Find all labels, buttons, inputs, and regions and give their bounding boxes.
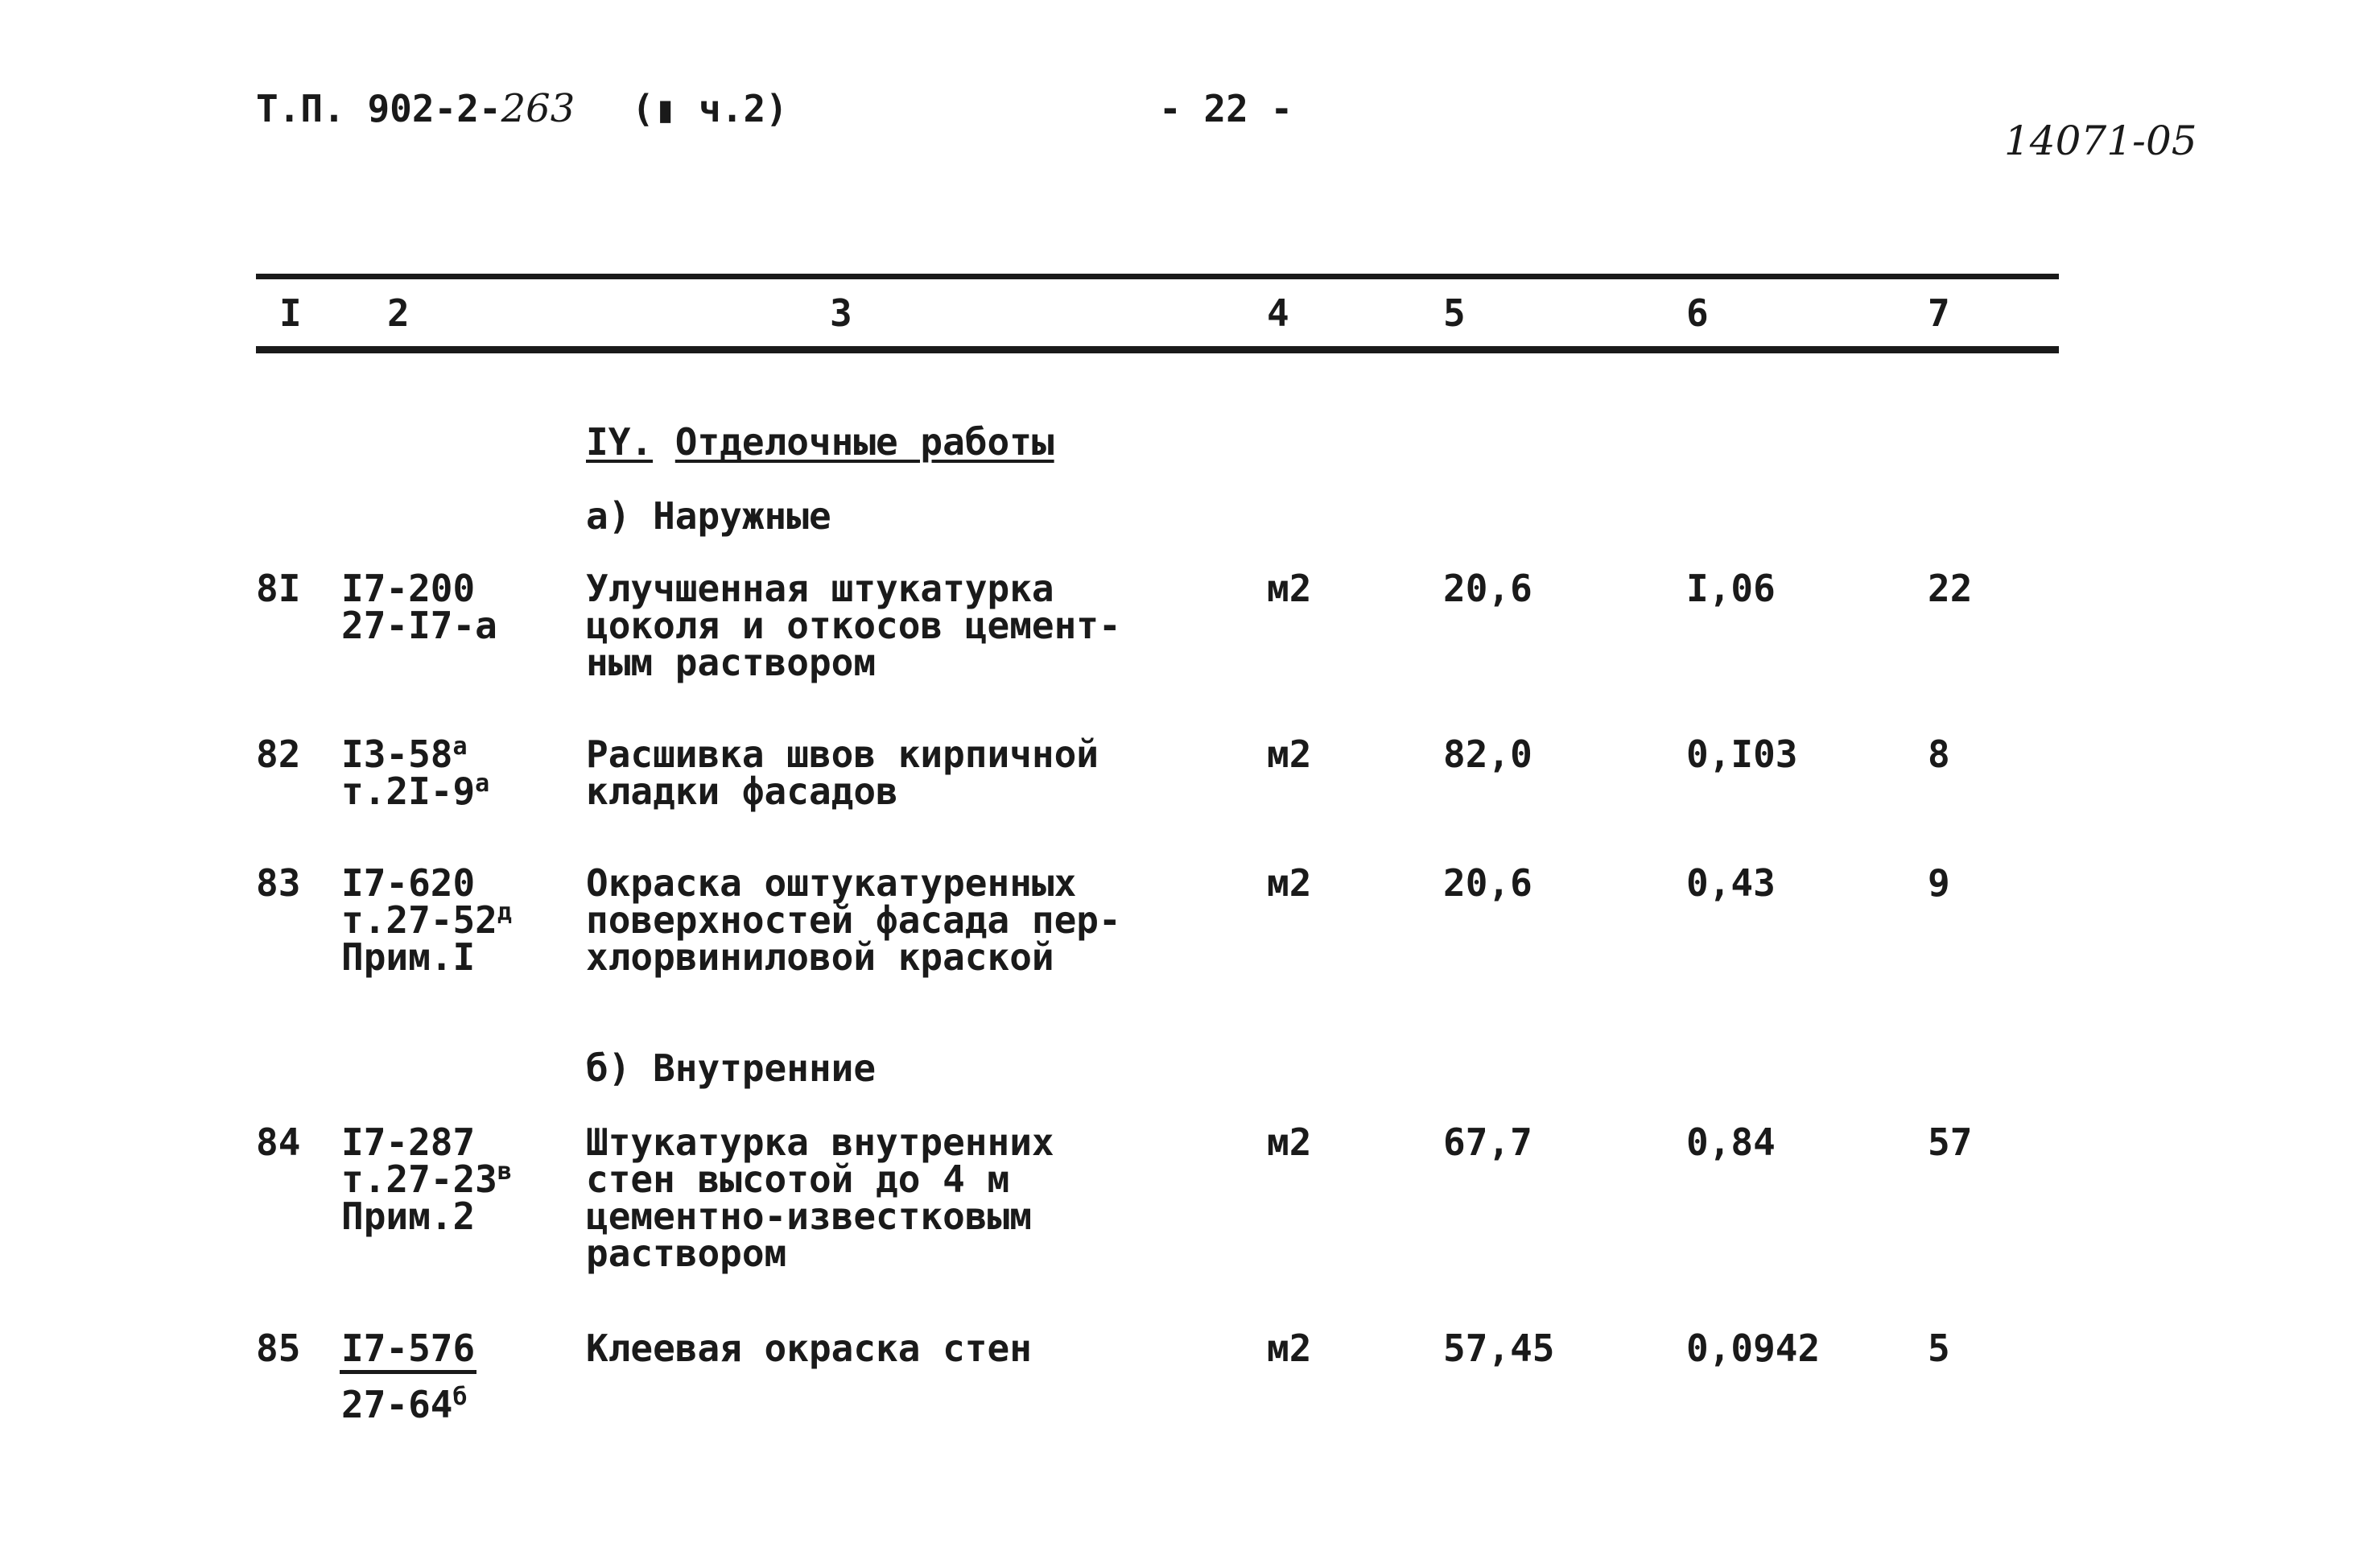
desc-line: раствором <box>586 1232 787 1275</box>
row-unit: м2 <box>1267 1120 1312 1164</box>
code-superscript: д <box>497 898 512 926</box>
row-description <box>586 861 1121 979</box>
table-top-rule <box>256 274 2059 279</box>
desc-line: Штукатурка внутренних <box>586 1120 1054 1164</box>
col-header-6: 6 <box>1686 291 1709 335</box>
code-line: I7-200 <box>341 567 476 610</box>
row-quantity: 20,6 <box>1443 861 1532 905</box>
table-header-bottom-rule <box>256 346 2059 353</box>
subsection-internal: б) Внутренние <box>586 1046 877 1090</box>
col-header-3: 3 <box>830 291 852 335</box>
row-norm: 0,84 <box>1686 1120 1776 1164</box>
desc-line: поверхностей фасада пер- <box>586 898 1121 942</box>
row-number: 85 <box>256 1327 301 1370</box>
row-quantity: 82,0 <box>1443 732 1532 776</box>
desc-line: цементно-известковым <box>586 1195 1032 1238</box>
row-code <box>341 1120 512 1238</box>
row-code <box>341 732 490 813</box>
code-superscript: б <box>452 1383 468 1411</box>
doc-prefix: Т.П. 902-2- <box>256 87 501 130</box>
row-quantity: 20,6 <box>1443 567 1532 610</box>
row-number: 83 <box>256 861 301 905</box>
desc-line: Улучшенная штукатурка <box>586 567 1054 610</box>
col-header-5: 5 <box>1443 291 1466 335</box>
col-header-4: 4 <box>1267 291 1289 335</box>
code-superscript: а <box>475 770 490 798</box>
section-title: Отделочные работы <box>674 420 1054 464</box>
row-number: 82 <box>256 732 301 776</box>
desc-line: Расшивка швов кирпичной <box>586 732 1099 776</box>
doc-part: (▮ ч.2) <box>632 87 788 130</box>
row-number: 84 <box>256 1120 301 1164</box>
code-line: I3-58 <box>341 732 453 776</box>
row-description <box>586 732 1099 813</box>
row-code <box>341 567 497 647</box>
row-total: 8 <box>1928 732 1950 776</box>
row-number: 8I <box>256 567 301 610</box>
section-number: IY. <box>586 420 654 464</box>
code-line: I7-620 <box>341 861 476 905</box>
code-line: т.27-23 <box>341 1157 497 1201</box>
doc-designation <box>256 86 575 131</box>
row-code <box>341 861 512 979</box>
row-description <box>586 1120 1054 1275</box>
row-description <box>586 1327 1032 1370</box>
row-total: 9 <box>1928 861 1950 905</box>
desc-line: ным раствором <box>586 641 877 684</box>
desc-line: Клеевая окраска стен <box>586 1327 1032 1370</box>
code-line: 27-64 <box>341 1383 453 1426</box>
row-unit: м2 <box>1267 732 1312 776</box>
doc-number-handwritten: 263 <box>501 86 575 131</box>
desc-line: Окраска оштукатуренных <box>586 861 1077 905</box>
col-header-1: I <box>279 291 302 335</box>
row-norm: 0,43 <box>1686 861 1776 905</box>
code-line: т.2I-9 <box>341 770 476 813</box>
section-heading <box>586 420 1054 464</box>
code-superscript: в <box>497 1157 512 1186</box>
desc-line: хлорвиниловой краской <box>586 935 1054 979</box>
col-header-2: 2 <box>387 291 410 335</box>
row-total: 22 <box>1928 567 1973 610</box>
row-description <box>586 567 1121 684</box>
desc-line: стен высотой до 4 м <box>586 1157 1010 1201</box>
row-norm: I,06 <box>1686 567 1776 610</box>
code-numerator: I7-576 <box>341 1327 476 1370</box>
row-total: 57 <box>1928 1120 1973 1164</box>
code-line: Прим.I <box>341 935 476 979</box>
row-total: 5 <box>1928 1327 1950 1370</box>
row-norm: 0,I03 <box>1686 732 1798 776</box>
code-denominator <box>341 1383 468 1426</box>
subsection-external: а) Наружные <box>586 494 831 538</box>
row-quantity: 67,7 <box>1443 1120 1532 1164</box>
code-superscript: а <box>452 732 468 761</box>
page-number: - 22 - <box>1159 87 1293 130</box>
code-line: 27-I7-а <box>341 604 497 647</box>
desc-line: цоколя и откосов цемент- <box>586 604 1121 647</box>
code-line: I7-287 <box>341 1120 476 1164</box>
row-unit: м2 <box>1267 567 1312 610</box>
row-quantity: 57,45 <box>1443 1327 1555 1370</box>
code-line: Прим.2 <box>341 1195 476 1238</box>
desc-line: кладки фасадов <box>586 770 898 813</box>
archive-number: 14071-05 <box>2004 118 2197 164</box>
row-norm: 0,0942 <box>1686 1327 1821 1370</box>
row-unit: м2 <box>1267 1327 1312 1370</box>
row-unit: м2 <box>1267 861 1312 905</box>
col-header-7: 7 <box>1928 291 1950 335</box>
code-line: т.27-52 <box>341 898 497 942</box>
code-fraction-line <box>340 1370 476 1374</box>
